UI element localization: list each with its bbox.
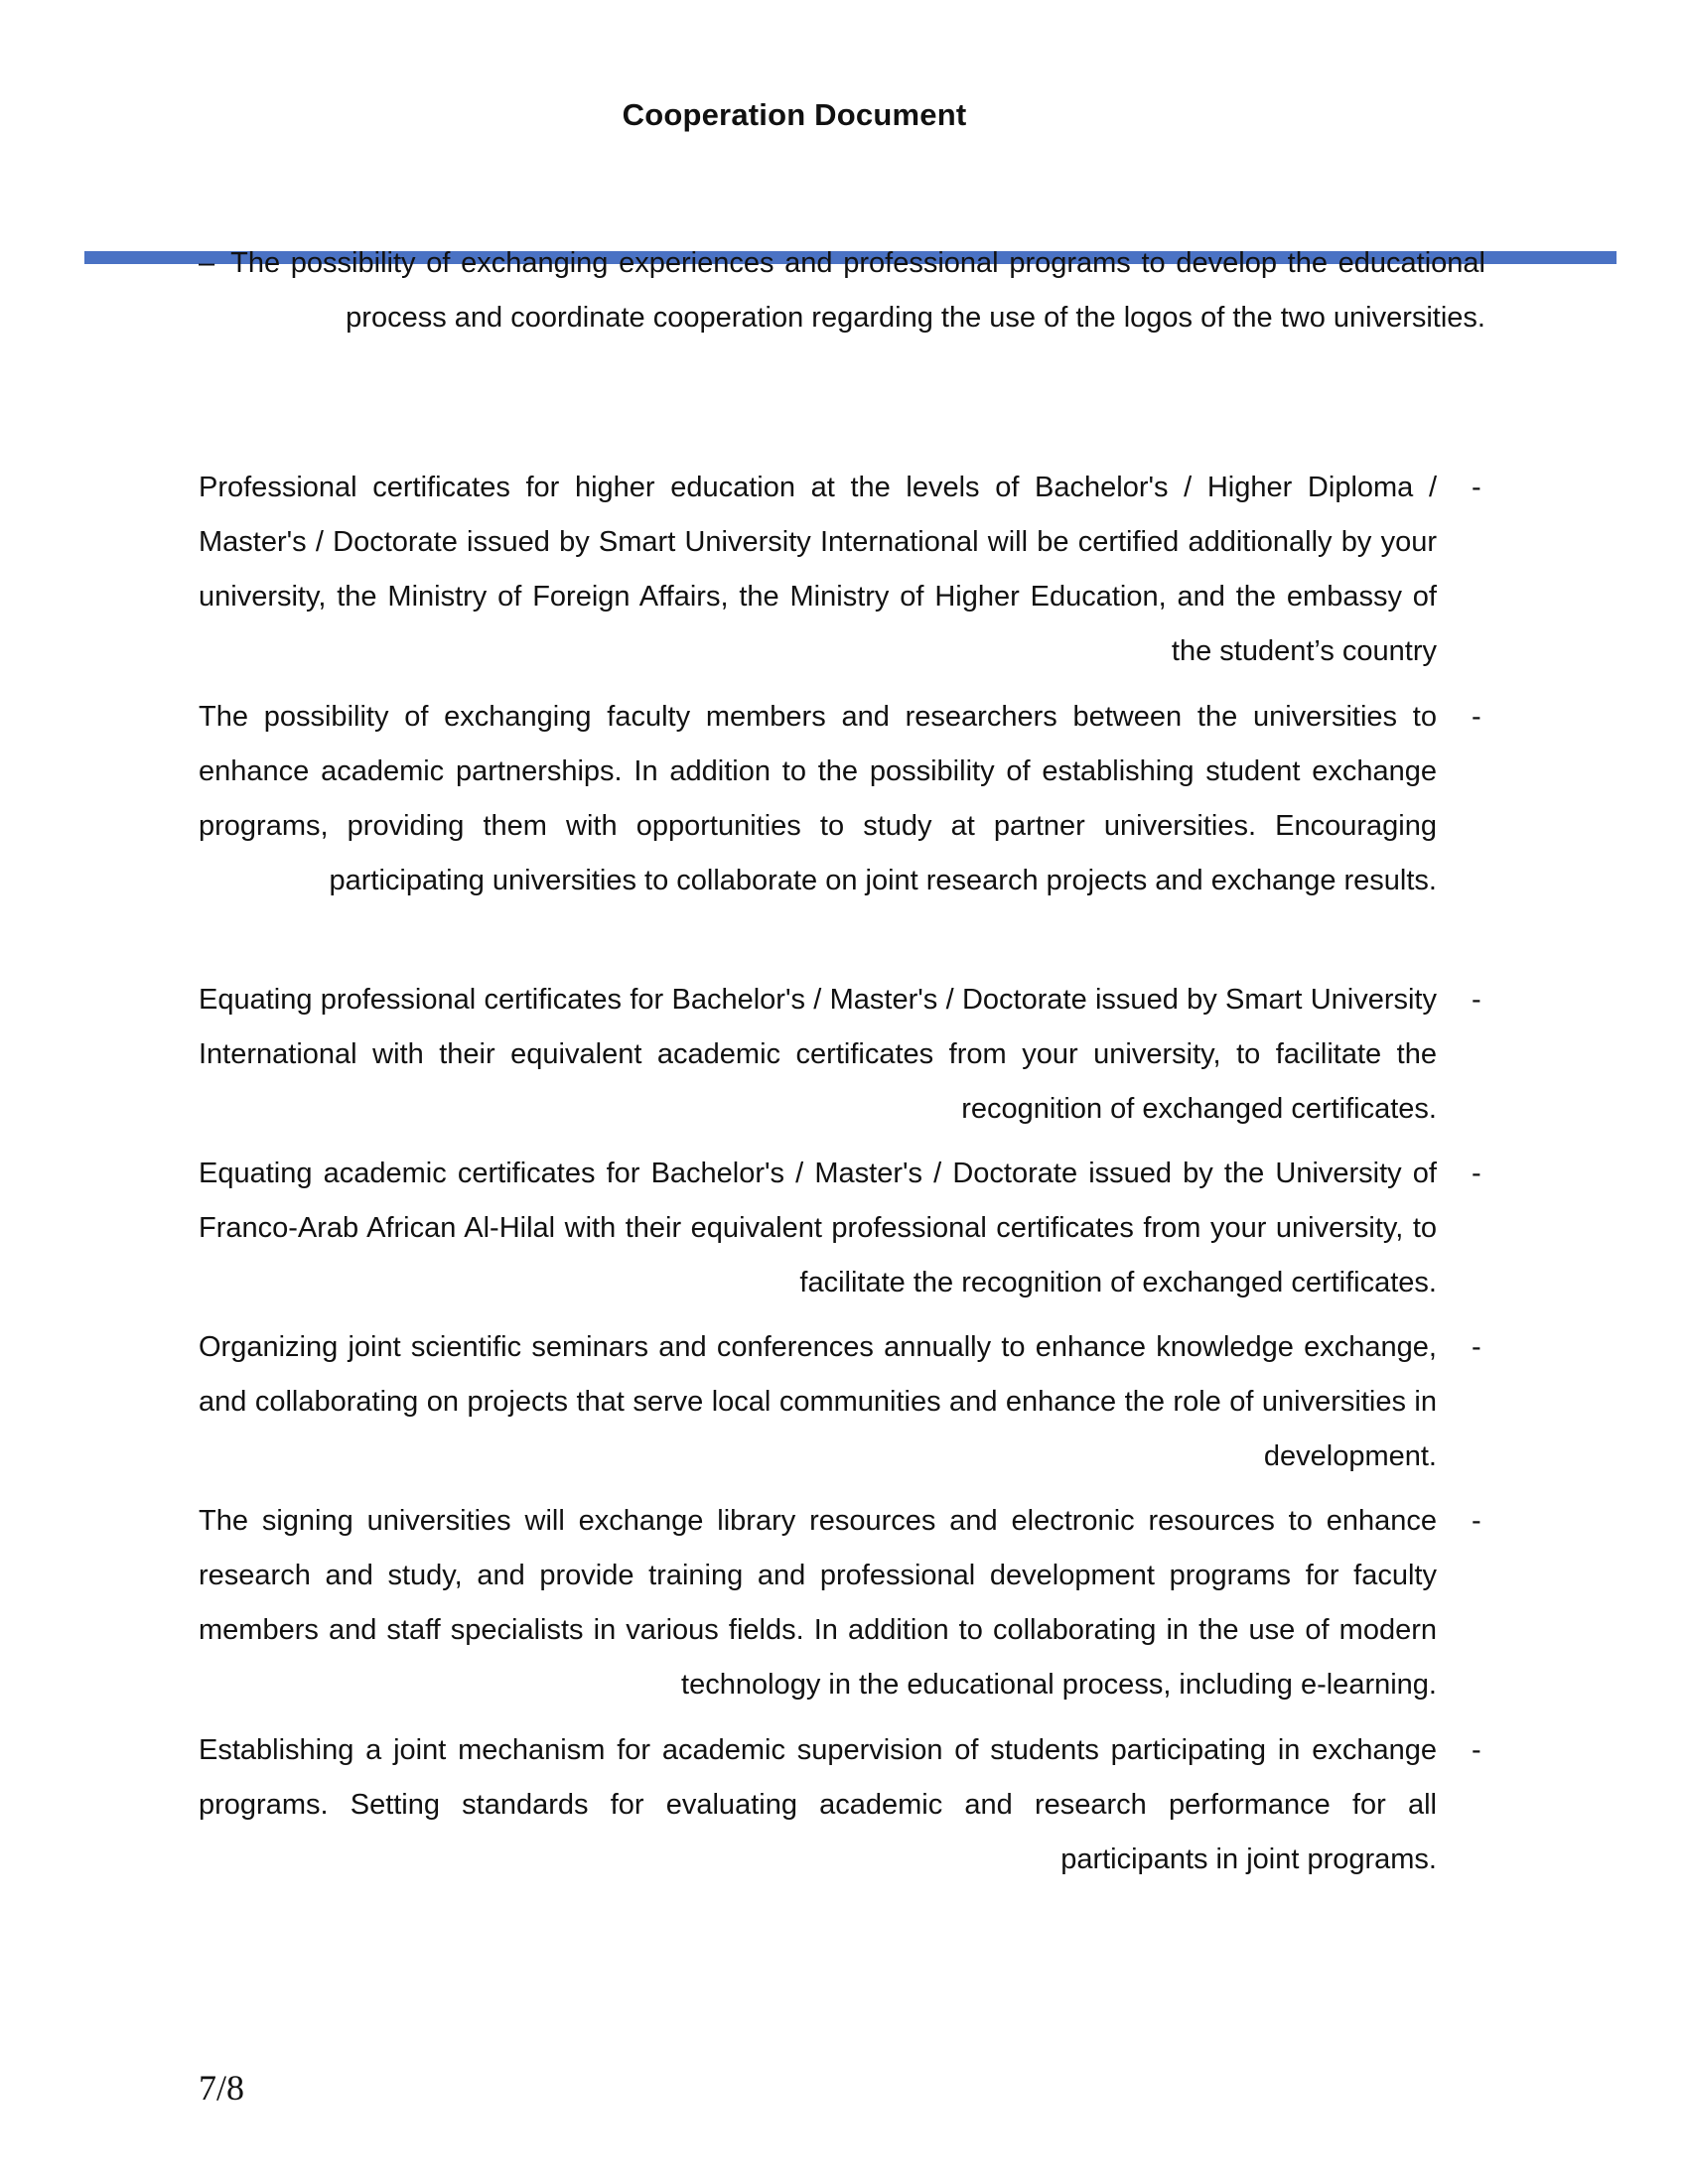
intro-text: The possibility of exchanging experiences and professional programs to develop the educational process and coordinate cooperation regarding the use of the logos of the two universities. xyxy=(230,247,1485,334)
list-item-2-dash: - xyxy=(1472,701,1481,733)
intro-paragraph xyxy=(199,236,1485,345)
list-item-6-text: The signing universities will exchange library resources and electronic resources to enhance research and study, and provide training and professional development programs for faculty members and staff specialists in various fields. In addition to collaborating in the use of modern technology in the educational process, including e-learning. xyxy=(199,1505,1437,1701)
list-item-4-text: Equating academic certificates for Bachelor's / Master's / Doctorate issued by the University of Franco-Arab African Al-Hilal with their equivalent professional certificates from your university, to facilitate the recognition of exchanged certificates. xyxy=(199,1158,1437,1298)
list-item-3-text: Equating professional certificates for Bachelor's / Master's / Doctorate issued by Smart University International with their equivalent academic certificates from your university, to facilitate the recognition of exchanged certificates. xyxy=(199,984,1437,1125)
list-item-7-dash: - xyxy=(1472,1734,1481,1766)
list-item-2-text: The possibility of exchanging faculty members and researchers between the universities to enhance academic partnerships. In addition to the possibility of establishing student exchange programs, providing them with opportunities to study at partner universities. Encouraging participating universities to collaborate on joint research projects and exchange results. xyxy=(199,701,1437,896)
list-item-6-dash: - xyxy=(1472,1505,1481,1537)
intro-dash: – xyxy=(199,247,215,279)
list-item-1-text: Professional certificates for higher education at the levels of Bachelor's / Higher Diploma / Master's / Doctorate issued by Smart University International will be certified additionally by your university, the Ministry of Foreign Affairs, the Ministry of Higher Education, and the embassy of the student’s country xyxy=(199,472,1437,667)
document-title: Cooperation Document xyxy=(622,97,967,132)
list-item-5-text: Organizing joint scientific seminars and conferences annually to enhance knowledge exchange, and collaborating on projects that serve local communities and enhance the role of universities in development. xyxy=(199,1331,1437,1472)
list-item-3-dash: - xyxy=(1472,984,1481,1016)
list-item-7-text: Establishing a joint mechanism for academic supervision of students participating in exchange programs. Setting standards for evaluating academic and research performance for all participants in joint programs. xyxy=(199,1734,1437,1875)
list-item-4-dash: - xyxy=(1472,1158,1481,1189)
list-item-1-dash: - xyxy=(1472,472,1481,503)
page-number: 7/8 xyxy=(199,2068,245,2108)
list-item-5-dash: - xyxy=(1472,1331,1481,1363)
